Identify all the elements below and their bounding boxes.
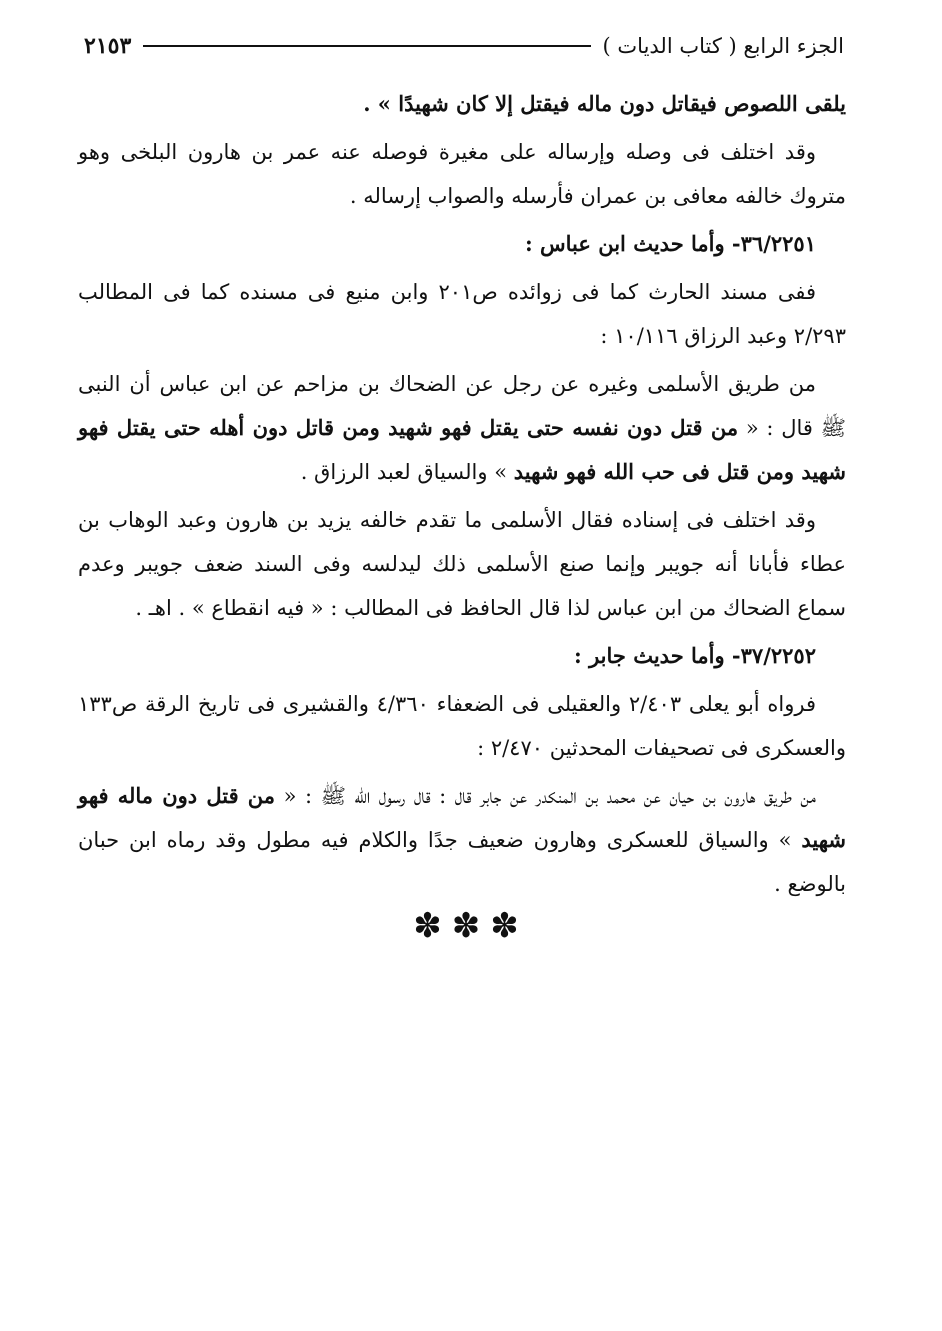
paragraph-sources-jabir: فرواه أبو يعلى ٢/٤٠٣ والعقيلى فى الضعفاء ٤/٣٦٠ والقشيرى فى تاريخ الرقة ص١٣٣ والعسكرى فى تصحيفات المحدثين ٢/٤٧٠ : <box>78 692 846 760</box>
paragraph-isnad-discussion: وقد اختلف فى وصله وإرساله على مغيرة فوصله عنه عمر بن هارون البلخى وهو متروك خالفه معافى بن عمران فأرسله والصواب إرساله . <box>78 140 846 208</box>
hadith-text: من قتل دون نفسه حتى يقتل فهو شهيد ومن قاتل دون أهله حتى يقتل فهو شهيد ومن قتل فى حب الله فهو شهيد <box>78 415 846 484</box>
paragraph-isnad-criticism: وقد اختلف فى إسناده فقال الأسلمى ما تقدم خالفه يزيد بن هارون وعبد الوهاب بن عطاء فأبانا أنه جويبر وإنما صنع الأسلمى ذلك ليدلسه وفى السند ضعف جويبر وعدم سماع الضحاك من ابن عباس لذا قال الحافظ فى المطالب : « فيه انقطاع » . اهـ . <box>78 508 846 620</box>
running-title: الجزء الرابع ( كتاب الديات ) <box>602 34 844 58</box>
chain-text: من طريق الأسلمى وغيره عن رجل عن الضحاك بن مزاحم عن ابن عباس أن النبى ﷺ قال : « <box>78 372 846 440</box>
text-body <box>78 82 846 906</box>
paragraph-jabir-chain <box>78 774 846 906</box>
section-heading-ibn-abbas: ٣٦/٢٢٥١- وأما حديث ابن عباس : <box>524 231 816 256</box>
chain-note: » والسياق للعسكرى وهارون ضعيف جدًا والكلام فيه مطول وقد رماه ابن حبان بالوضع . <box>78 828 846 896</box>
page-number: ٢١٥٣ <box>84 33 132 59</box>
page-header <box>84 28 844 64</box>
section-end-ornament: ✽✽✽ <box>413 906 529 946</box>
chain-text: من طريق هارون بن حيان عن محمد بن المنكدر عن جابر قال : قال رسول الله ﷺ : « <box>283 784 816 808</box>
hadith-text: من قتل دون ماله فهو شهيد <box>78 783 846 852</box>
section-heading-jabir: ٣٧/٢٢٥٢- وأما حديث جابر : <box>574 643 816 668</box>
paragraph-sources-ibn-abbas: ففى مسند الحارث كما فى زوائده ص٢٠١ وابن منيع فى مسنده كما فى المطالب ٢/٢٩٣ وعبد الرزاق ١٠/١١٦ : <box>78 280 846 348</box>
chain-note: » والسياق لعبد الرزاق . <box>300 460 508 484</box>
paragraph-hadith-ending: يلقى اللصوص فيقاتل دون ماله فيقتل إلا كان شهيدًا » . <box>363 91 846 116</box>
header-rule <box>143 45 590 47</box>
paragraph-ibn-abbas-chain <box>78 362 846 494</box>
